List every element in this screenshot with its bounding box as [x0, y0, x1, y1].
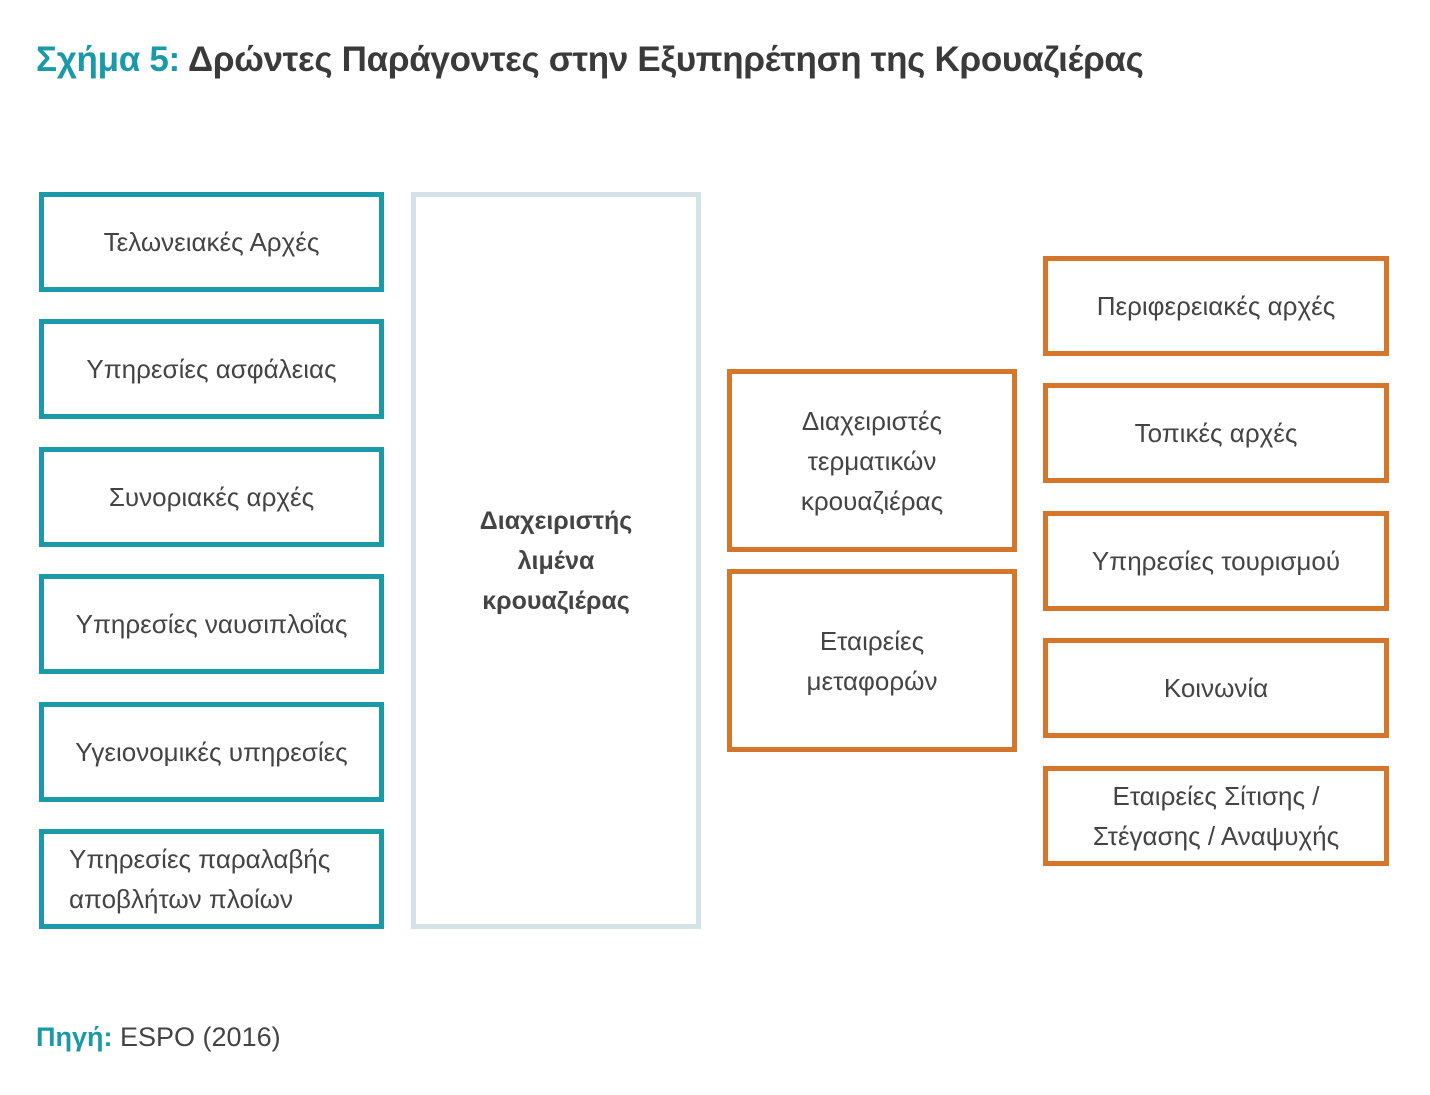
center-label-line: Διαχειριστής — [479, 506, 633, 535]
box-tourism-services — [1043, 511, 1389, 611]
center-label-line: κρουαζιέρας — [482, 586, 630, 615]
center-label — [480, 501, 632, 621]
source-note — [36, 1022, 281, 1053]
box-label-line: Εταιρείες — [819, 625, 925, 656]
box-label: Υπηρεσίες παραλαβής αποβλήτων πλοίων — [69, 844, 331, 914]
box-navigation-services — [39, 574, 384, 674]
box-waste-reception-services — [39, 829, 384, 929]
box-label-group — [807, 621, 938, 701]
box-local-authorities — [1043, 383, 1389, 483]
box-label: Τοπικές αρχές — [1134, 418, 1298, 448]
figure-title — [36, 40, 1144, 80]
box-label-line: Διαχειριστές — [801, 405, 943, 436]
figure-number: Σχήμα 5: — [36, 40, 180, 79]
box-label: Υπηρεσίες τουρισμού — [1091, 546, 1341, 576]
figure-title-text: Δρώντες Παράγοντες στην Εξυπηρέτηση της Κρουαζιέρας — [188, 40, 1144, 79]
source-text: ESPO (2016) — [120, 1022, 281, 1052]
box-customs-authorities — [39, 192, 384, 292]
box-label: Εταιρείες Σίτισης / Στέγασης / Αναψυχής — [1092, 781, 1340, 851]
box-security-services — [39, 319, 384, 419]
box-label: Περιφερειακές αρχές — [1096, 291, 1336, 321]
box-health-services — [39, 702, 384, 802]
box-label: Υπηρεσίες ναυσιπλοΐας — [75, 609, 348, 639]
box-label: Υγειονομικές υπηρεσίες — [75, 737, 348, 767]
box-label: Κοινωνία — [1163, 673, 1269, 703]
box-label: Υπηρεσίες ασφάλειας — [86, 354, 337, 384]
box-label-line: μεταφορών — [806, 665, 938, 696]
box-cruise-port-manager — [411, 192, 701, 929]
box-label-line: τερματικών — [807, 445, 937, 476]
box-regional-authorities — [1043, 256, 1389, 356]
box-label-line: κρουαζιέρας — [800, 485, 944, 516]
box-transport-companies — [727, 569, 1017, 752]
center-label-line: λιμένα — [517, 546, 595, 575]
source-label: Πηγή: — [36, 1022, 113, 1052]
box-label-group — [801, 401, 943, 521]
box-cruise-terminal-operators — [727, 369, 1017, 552]
box-catering-accommodation-leisure — [1043, 766, 1389, 866]
box-society — [1043, 638, 1389, 738]
box-label: Συνοριακές αρχές — [108, 482, 315, 512]
box-border-authorities — [39, 447, 384, 547]
box-label: Τελωνειακές Αρχές — [103, 227, 320, 257]
